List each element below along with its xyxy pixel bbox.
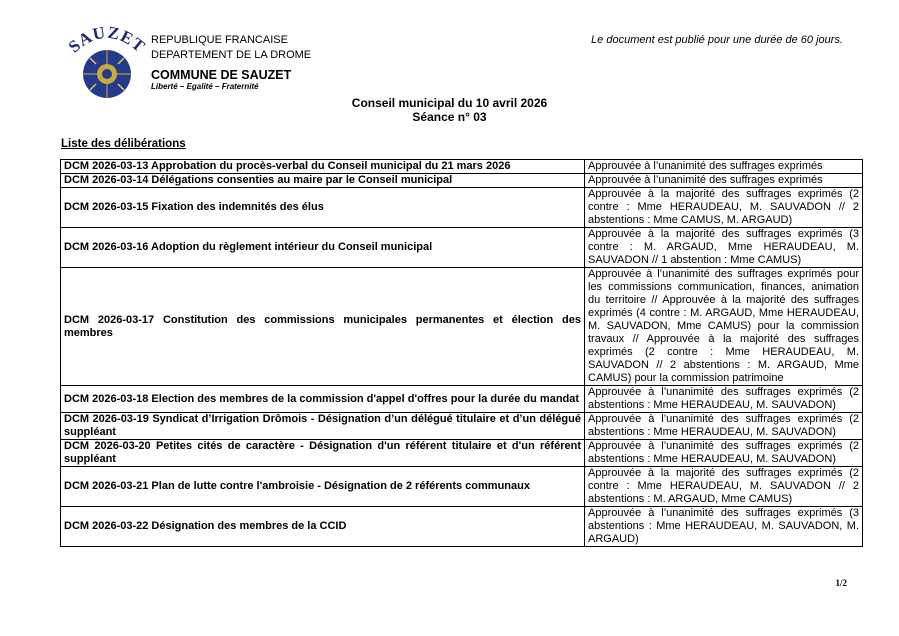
publication-notice: Le document est publié pour une durée de 60 jours. — [591, 34, 843, 46]
deliberation-result: Approuvée à l’unanimité des suffrages exprimés — [585, 160, 863, 174]
deliberation-title: DCM 2026-03-19 Syndicat d’Irrigation Drômois - Désignation d’un délégué titulaire et d’un délégué suppléant — [61, 413, 585, 440]
session-number: Séance n° 03 — [412, 110, 487, 124]
deliberation-title: DCM 2026-03-17 Constitution des commissions municipales permanentes et élection des membres — [61, 268, 585, 386]
deliberation-result: Approuvée à l’unanimité des suffrages exprimés (2 abstentions : Mme HERAUDEAU, M. SAUVADON) — [585, 440, 863, 467]
table-row — [61, 174, 863, 188]
table-row — [61, 467, 863, 507]
deliberation-title: DCM 2026-03-15 Fixation des indemnités des élus — [61, 188, 585, 228]
meeting-title: Conseil municipal du 10 avril 2026 — [351, 96, 548, 110]
deliberation-result: Approuvée à l’unanimité des suffrages exprimés — [585, 174, 863, 188]
deliberation-title: DCM 2026-03-20 Petites cités de caractère - Désignation d'un référent titulaire et d'un référent suppléant — [61, 440, 585, 467]
table-row — [61, 386, 863, 413]
logo-text: AUZE — [74, 24, 138, 50]
deliberation-result: Approuvée à la majorité des suffrages exprimés (3 contre : M. ARGAUD, Mme HERAUDEAU, M. SAUVADON // 1 abstention : Mme CAMUS) — [585, 228, 863, 268]
commune-name: COMMUNE DE SAUZET — [151, 68, 292, 82]
deliberation-result: Approuvée à l’unanimité des suffrages exprimés (2 abstentions : Mme HERAUDEAU, M. SAUVADON) — [585, 413, 863, 440]
department-label: DEPARTEMENT DE LA DROME — [151, 49, 312, 61]
deliberation-title: DCM 2026-03-22 Désignation des membres de la CCID — [61, 507, 585, 547]
deliberation-title: DCM 2026-03-13 Approbation du procès-verbal du Conseil municipal du 21 mars 2026 — [61, 160, 585, 174]
table-row — [61, 413, 863, 440]
list-title: Liste des délibérations — [61, 138, 186, 150]
table-row — [61, 228, 863, 268]
deliberation-title: DCM 2026-03-16 Adoption du règlement intérieur du Conseil municipal — [61, 228, 585, 268]
table-row — [61, 440, 863, 467]
deliberations-table — [60, 159, 863, 547]
deliberation-title: DCM 2026-03-14 Délégations consenties au maire par le Conseil municipal — [61, 174, 585, 188]
table-row — [61, 188, 863, 228]
deliberation-title: DCM 2026-03-21 Plan de lutte contre l'ambroisie - Désignation de 2 référents communaux — [61, 467, 585, 507]
motto: Liberté – Egalité – Fraternité — [151, 82, 259, 91]
table-row — [61, 507, 863, 547]
deliberation-result: Approuvée à l’unanimité des suffrages exprimés (3 abstentions : Mme HERAUDEAU, M. SAUVADON, M. ARGAUD) — [585, 507, 863, 547]
table-row — [61, 160, 863, 174]
deliberation-result: Approuvée à l’unanimité des suffrages exprimés pour les commissions communication, finances, animation du territoire // Approuvée à la majorité des suffrages exprimés (4 contre : M. ARGAUD, Mme HERAUDEAU, M. SAUVADON, Mme CAMUS) pour la commission travaux // Approuvée à la majorité des suffrages exprimés (2 contre : Mme HERAUDEAU, M. SAUVADON // 2 abstentions : M. ARGAUD, Mme CAMUS) pour la commission patrimoine — [585, 268, 863, 386]
deliberation-result: Approuvée à la majorité des suffrages exprimés (2 contre : Mme HERAUDEAU, M. SAUVADON // 2 abstentions : M. ARGAUD, Mme CAMUS) — [585, 467, 863, 507]
issuer-header — [151, 33, 311, 92]
republic-label: REPUBLIQUE FRANCAISE — [151, 34, 288, 46]
deliberation-result: Approuvée à la majorité des suffrages exprimés (2 contre : Mme HERAUDEAU, M. SAUVADON // 2 abstentions : Mme CAMUS, M. ARGAUD) — [585, 188, 863, 228]
deliberation-title: DCM 2026-03-18 Election des membres de la commission d'appel d'offres pour la durée du mandat — [61, 386, 585, 413]
commune-logo — [68, 24, 146, 102]
deliberation-result: Approuvée à l’unanimité des suffrages exprimés (2 abstentions : Mme HERAUDEAU, M. SAUVADON) — [585, 386, 863, 413]
page-number: 1/2 — [835, 578, 847, 588]
table-row — [61, 268, 863, 386]
meeting-titles — [0, 96, 899, 124]
